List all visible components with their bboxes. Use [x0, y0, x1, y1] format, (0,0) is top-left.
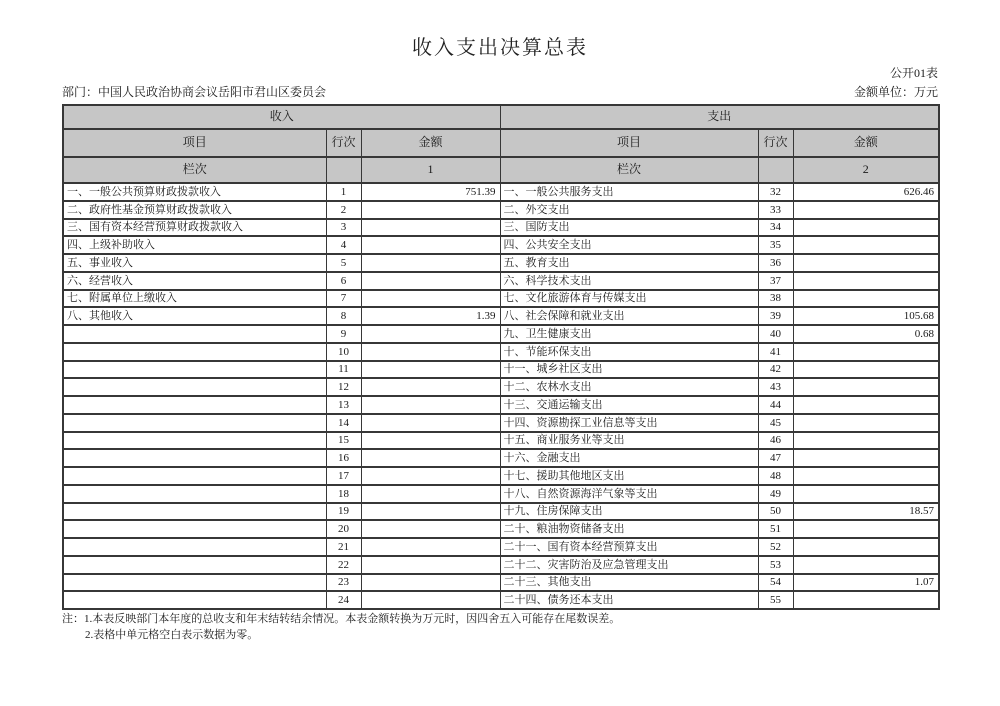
- income-item-cell: 六、经营收入: [63, 272, 326, 290]
- income-rowno-cell: 3: [326, 219, 361, 237]
- income-amount-header: 金额: [361, 129, 500, 157]
- table-row: [63, 503, 939, 521]
- expense-item-cell: 十九、住房保障支出: [500, 503, 758, 521]
- income-item-cell: 四、上级补助收入: [63, 236, 326, 254]
- income-item-cell: [63, 414, 326, 432]
- expense-amount-cell: 18.57: [793, 503, 939, 521]
- income-rowno-cell: 7: [326, 290, 361, 308]
- expense-rowno-cell: 36: [758, 254, 793, 272]
- expense-amount-cell: 1.07: [793, 574, 939, 592]
- expense-rowno-cell: 40: [758, 325, 793, 343]
- income-amount-cell: [361, 236, 500, 254]
- expense-amount-cell: [793, 219, 939, 237]
- expense-index-label: 栏次: [500, 157, 758, 183]
- income-rowno-cell: 2: [326, 201, 361, 219]
- expense-item-cell: 十八、自然资源海洋气象等支出: [500, 485, 758, 503]
- expense-amount-cell: [793, 396, 939, 414]
- expense-rowno-cell: 44: [758, 396, 793, 414]
- income-amount-cell: [361, 254, 500, 272]
- expense-amount-cell: [793, 378, 939, 396]
- income-rowno-cell: 11: [326, 361, 361, 379]
- expense-rowno-cell: 47: [758, 449, 793, 467]
- income-rowno-cell: 6: [326, 272, 361, 290]
- expense-item-cell: 三、国防支出: [500, 219, 758, 237]
- income-item-header: 项目: [63, 129, 326, 157]
- income-amount-cell: [361, 396, 500, 414]
- income-item-cell: [63, 432, 326, 450]
- expense-amount-cell: [793, 361, 939, 379]
- expense-rowno-cell: 35: [758, 236, 793, 254]
- expense-item-cell: 五、教育支出: [500, 254, 758, 272]
- income-amount-cell: [361, 449, 500, 467]
- income-index-label: 栏次: [63, 157, 326, 183]
- expense-rowno-header: 行次: [758, 129, 793, 157]
- expense-rowno-cell: 52: [758, 538, 793, 556]
- income-item-cell: 二、政府性基金预算财政拨款收入: [63, 201, 326, 219]
- expense-item-cell: 二十一、国有资本经营预算支出: [500, 538, 758, 556]
- expense-amount-cell: [793, 254, 939, 272]
- income-rowno-cell: 9: [326, 325, 361, 343]
- expense-amount-cell: [793, 538, 939, 556]
- income-rowno-cell: 15: [326, 432, 361, 450]
- expense-item-cell: 十五、商业服务业等支出: [500, 432, 758, 450]
- expense-item-cell: 八、社会保障和就业支出: [500, 307, 758, 325]
- expense-rowno-cell: 34: [758, 219, 793, 237]
- expense-rowno-cell: 46: [758, 432, 793, 450]
- expense-amount-cell: 0.68: [793, 325, 939, 343]
- department-label: 部门：中国人民政治协商会议岳阳市君山区委员会: [62, 85, 327, 99]
- income-item-cell: 八、其他收入: [63, 307, 326, 325]
- income-amount-cell: [361, 556, 500, 574]
- income-amount-cell: [361, 343, 500, 361]
- income-item-cell: [63, 556, 326, 574]
- income-item-cell: [63, 591, 326, 609]
- expense-rowno-cell: 54: [758, 574, 793, 592]
- group-header-row: [63, 105, 939, 129]
- income-item-cell: 一、一般公共预算财政拨款收入: [63, 183, 326, 201]
- expense-index-number: 2: [793, 157, 939, 183]
- income-rowno-cell: 16: [326, 449, 361, 467]
- income-item-cell: [63, 325, 326, 343]
- income-item-cell: [63, 396, 326, 414]
- expense-item-header: 项目: [500, 129, 758, 157]
- expense-item-cell: 六、科学技术支出: [500, 272, 758, 290]
- table-row: [63, 574, 939, 592]
- income-index-number: 1: [361, 157, 500, 183]
- table-row: [63, 307, 939, 325]
- income-amount-cell: [361, 574, 500, 592]
- table-row: [63, 414, 939, 432]
- expense-amount-cell: [793, 343, 939, 361]
- income-amount-cell: [361, 219, 500, 237]
- table-row: [63, 236, 939, 254]
- income-expense-table: [62, 104, 940, 610]
- income-item-cell: 七、附属单位上缴收入: [63, 290, 326, 308]
- table-row: [63, 219, 939, 237]
- income-amount-cell: [361, 361, 500, 379]
- expense-amount-cell: [793, 591, 939, 609]
- income-item-cell: [63, 361, 326, 379]
- income-amount-cell: 751.39: [361, 183, 500, 201]
- table-row: [63, 325, 939, 343]
- income-amount-cell: [361, 520, 500, 538]
- expense-item-cell: 十三、交通运输支出: [500, 396, 758, 414]
- expense-item-cell: 十二、农林水支出: [500, 378, 758, 396]
- income-rowno-cell: 4: [326, 236, 361, 254]
- expense-rowno-cell: 49: [758, 485, 793, 503]
- expense-item-cell: 二十、粮油物资储备支出: [500, 520, 758, 538]
- income-amount-cell: [361, 485, 500, 503]
- income-item-cell: [63, 485, 326, 503]
- income-amount-cell: [361, 538, 500, 556]
- income-item-cell: [63, 343, 326, 361]
- expense-item-cell: 十一、城乡社区支出: [500, 361, 758, 379]
- expense-amount-cell: [793, 467, 939, 485]
- column-header-row: [63, 129, 939, 157]
- table-row: [63, 396, 939, 414]
- expense-item-cell: 十六、金融支出: [500, 449, 758, 467]
- income-amount-cell: [361, 290, 500, 308]
- table-row: [63, 538, 939, 556]
- income-item-cell: 三、国有资本经营预算财政拨款收入: [63, 219, 326, 237]
- expense-rowno-cell: 38: [758, 290, 793, 308]
- expense-item-cell: 十、节能环保支出: [500, 343, 758, 361]
- expense-index-blank: [758, 157, 793, 183]
- income-rowno-cell: 13: [326, 396, 361, 414]
- income-rowno-cell: 19: [326, 503, 361, 521]
- expense-amount-header: 金额: [793, 129, 939, 157]
- income-rowno-cell: 12: [326, 378, 361, 396]
- expense-rowno-cell: 55: [758, 591, 793, 609]
- page-title: 收入支出决算总表: [412, 37, 588, 59]
- income-amount-cell: [361, 432, 500, 450]
- expense-amount-cell: [793, 520, 939, 538]
- income-rowno-cell: 17: [326, 467, 361, 485]
- income-rowno-cell: 24: [326, 591, 361, 609]
- income-item-cell: [63, 449, 326, 467]
- table-row: [63, 290, 939, 308]
- income-amount-cell: [361, 414, 500, 432]
- table-row: [63, 272, 939, 290]
- footnote-2: 2.表格中单元格空白表示数据为零。: [85, 628, 259, 641]
- expense-rowno-cell: 41: [758, 343, 793, 361]
- table-row: [63, 183, 939, 201]
- expense-rowno-cell: 45: [758, 414, 793, 432]
- income-item-cell: [63, 503, 326, 521]
- expense-amount-cell: [793, 556, 939, 574]
- income-amount-cell: [361, 325, 500, 343]
- income-amount-cell: [361, 201, 500, 219]
- expense-item-cell: 四、公共安全支出: [500, 236, 758, 254]
- table-body: [63, 183, 939, 609]
- income-amount-cell: [361, 272, 500, 290]
- expense-amount-cell: [793, 201, 939, 219]
- expense-amount-cell: [793, 272, 939, 290]
- expense-item-cell: 十四、资源勘探工业信息等支出: [500, 414, 758, 432]
- income-item-cell: [63, 520, 326, 538]
- column-index-row: [63, 157, 939, 183]
- income-rowno-cell: 1: [326, 183, 361, 201]
- expense-rowno-cell: 39: [758, 307, 793, 325]
- income-item-cell: [63, 467, 326, 485]
- table-row: [63, 485, 939, 503]
- income-item-cell: [63, 378, 326, 396]
- expense-amount-cell: 626.46: [793, 183, 939, 201]
- table-row: [63, 449, 939, 467]
- table-row: [63, 361, 939, 379]
- expense-item-cell: 二、外交支出: [500, 201, 758, 219]
- table-row: [63, 520, 939, 538]
- expense-rowno-cell: 50: [758, 503, 793, 521]
- table-row: [63, 254, 939, 272]
- income-rowno-cell: 23: [326, 574, 361, 592]
- expense-item-cell: 二十二、灾害防治及应急管理支出: [500, 556, 758, 574]
- expense-item-cell: 一、一般公共服务支出: [500, 183, 758, 201]
- table-row: [63, 591, 939, 609]
- income-amount-cell: [361, 467, 500, 485]
- income-rowno-cell: 8: [326, 307, 361, 325]
- expense-rowno-cell: 53: [758, 556, 793, 574]
- income-rowno-cell: 5: [326, 254, 361, 272]
- expense-item-cell: 二十四、债务还本支出: [500, 591, 758, 609]
- expense-amount-cell: [793, 432, 939, 450]
- expense-rowno-cell: 43: [758, 378, 793, 396]
- table-header: [63, 105, 939, 183]
- income-item-cell: [63, 538, 326, 556]
- expense-amount-cell: [793, 414, 939, 432]
- income-rowno-header: 行次: [326, 129, 361, 157]
- expense-rowno-cell: 42: [758, 361, 793, 379]
- footnote-1: 注：1.本表反映部门本年度的总收支和年末结转结余情况。本表金额转换为万元时，因四舍五入可能存在尾数误差。: [62, 613, 621, 625]
- income-rowno-cell: 14: [326, 414, 361, 432]
- income-rowno-cell: 20: [326, 520, 361, 538]
- table-row: [63, 432, 939, 450]
- expense-section-header: 支出: [500, 105, 939, 129]
- expense-rowno-cell: 48: [758, 467, 793, 485]
- income-section-header: 收入: [63, 105, 500, 129]
- income-item-cell: [63, 574, 326, 592]
- income-rowno-cell: 22: [326, 556, 361, 574]
- income-amount-cell: [361, 503, 500, 521]
- expense-rowno-cell: 51: [758, 520, 793, 538]
- income-item-cell: 五、事业收入: [63, 254, 326, 272]
- expense-amount-cell: 105.68: [793, 307, 939, 325]
- amount-unit-label: 金额单位：万元: [853, 85, 938, 99]
- income-rowno-cell: 21: [326, 538, 361, 556]
- expense-rowno-cell: 37: [758, 272, 793, 290]
- table-row: [63, 556, 939, 574]
- income-rowno-cell: 10: [326, 343, 361, 361]
- expense-amount-cell: [793, 290, 939, 308]
- expense-item-cell: 二十三、其他支出: [500, 574, 758, 592]
- income-amount-cell: [361, 591, 500, 609]
- income-amount-cell: 1.39: [361, 307, 500, 325]
- expense-item-cell: 七、文化旅游体育与传媒支出: [500, 290, 758, 308]
- expense-amount-cell: [793, 236, 939, 254]
- income-index-blank: [326, 157, 361, 183]
- expense-item-cell: 十七、援助其他地区支出: [500, 467, 758, 485]
- expense-rowno-cell: 32: [758, 183, 793, 201]
- table-row: [63, 467, 939, 485]
- expense-rowno-cell: 33: [758, 201, 793, 219]
- income-rowno-cell: 18: [326, 485, 361, 503]
- table-row: [63, 378, 939, 396]
- footnotes: [62, 612, 620, 643]
- expense-item-cell: 九、卫生健康支出: [500, 325, 758, 343]
- table-row: [63, 201, 939, 219]
- expense-amount-cell: [793, 485, 939, 503]
- expense-amount-cell: [793, 449, 939, 467]
- income-amount-cell: [361, 378, 500, 396]
- table-row: [63, 343, 939, 361]
- form-code-label: 公开01表: [889, 66, 938, 80]
